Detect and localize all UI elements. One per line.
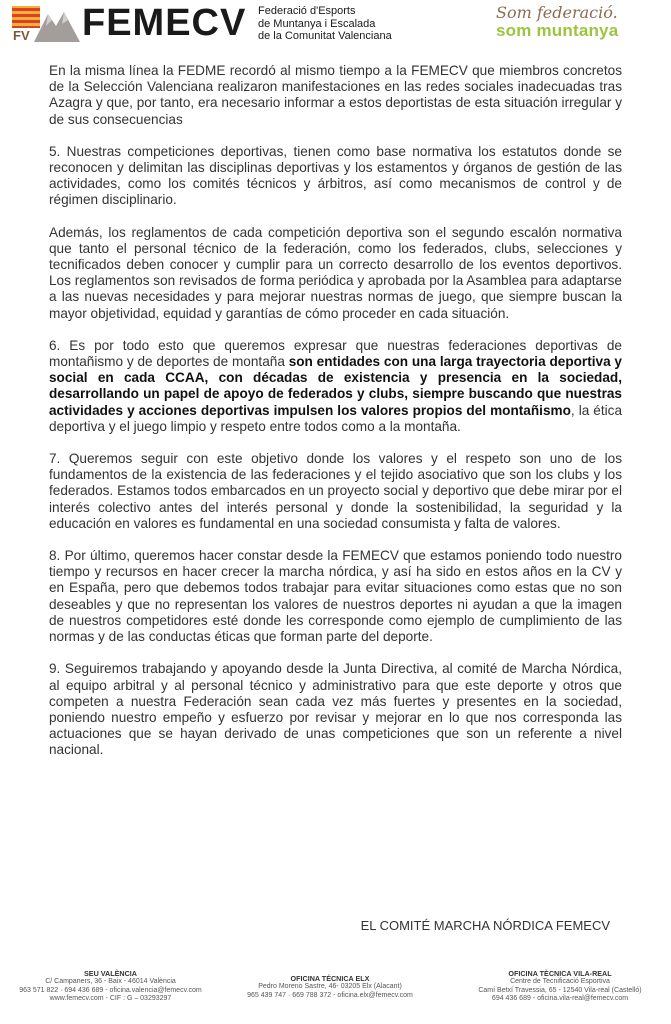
paragraph-text: , la ética deportiva y el juego limpio y respeto entre todos como a la montaña. [49, 402, 623, 434]
paragraph-bold-text: son entidades con una larga trayectoria deportiva y social en cada CCAA, con décadas de existencia y presencia en la sociedad, desarrollando un papel de apoyo de federados y clubs, siempre buscando que nuestras actividades y acciones deportivas impulsen los valores propios del montañismo [49, 354, 622, 418]
paragraph-text: 7. Queremos seguir con este objetivo donde los valores y el respeto son uno de los fundamentos de la existencia de las federaciones y el tejido asociativo que son los clubs y los federados. Estamos todos embarcados en un proyecto social y deportivo que debe mirar por el interés colectivo antes del interés personal y donde la sostenibilidad, la seguridad y la educación en valores es fundamental en una sociedad consumista y falta de valores. [49, 451, 622, 531]
office-address: C/ Campaners, 36 - Baix - 46014 València [45, 978, 176, 986]
paragraph [49, 225, 622, 322]
paragraph-text: 9. Seguiremos trabajando y apoyando desde la Junta Directiva, al comité de Marcha Nórdica, al equipo arbitral y al personal técnico y administrativo para que este deporte y otros que competen a nuestra Federación sean cada vez más fuertes y presentes en la sociedad, poniendo nuestro empeño y esfuerzo por revisar y mejorar en lo que nos corresponda las actuaciones que se hayan derivado de unas competiciones que son un referente a nivel nacional. [49, 661, 622, 758]
office-subtitle: Centre de Tecnificació Esportiva [510, 978, 610, 986]
signature: EL COMITÉ MARCHA NÓRDICA FEMECV [360, 918, 610, 933]
paragraph [49, 661, 622, 758]
paragraph-text: 6. Es por todo esto que queremos expresar que nuestras federaciones deportivas de montañismo y de deportes de montaña [49, 337, 622, 370]
logo-subtitle [258, 5, 392, 43]
paragraph-text: Además, los reglamentos de cada competición deportiva son el segundo escalón normativa que tanto el personal técnico de la federación, como los federados, clubs, selecciones y tecnificados deben conocer y cumplir para un correcto desarrollo de los eventos deportivos. Los reglamentos son revisados de forma periódica y aprobada por la Asamblea para adaptarse a las nuevas necesidades y para mejorar nuestras normas de juego, que siempre buscan la mayor objetividad, equidad y garantías de cómo proceder en cada situación. [49, 224, 622, 321]
office-contact: 963 571 822 · 694 436 689 - oficina.valencia@femecv.com [19, 986, 202, 994]
office-title: OFICINA TÉCNICA ELX [290, 974, 370, 983]
paragraph [49, 451, 622, 532]
office-valencia [8, 970, 213, 1003]
page-footer [0, 970, 671, 1020]
office-address: Camí Betxí Travessia, 65 - 12540 Vila-real (Castelló) [478, 986, 642, 994]
logo-subtitle-line: Federació d'Esports [258, 5, 356, 17]
office-address: Pedro Moreno Sastre, 46- 03205 Elx (Alacant) [258, 983, 402, 991]
document-body [49, 63, 622, 775]
office-title: OFICINA TÈCNICA VILA-REAL [508, 969, 612, 978]
slogan-line-2: som muntanya [496, 21, 619, 40]
fv-mountain-logo-icon [12, 6, 80, 42]
paragraph [49, 548, 622, 645]
office-web: www.femecv.com - CIF : G – 03293297 [49, 994, 172, 1002]
paragraph [49, 63, 622, 128]
paragraph-text: 8. Por último, queremos hacer constar desde la FEMECV que estamos poniendo todo nuestro tiempo y recursos en hacer crecer la marcha nórdica, y así ha sido en estos años en la CV y en España, pero que debemos todos trabajar para evitar situaciones como estas que no son deseables y que no representan los valores de nuestros deportes ni ayudan a que la imagen de nuestros competidores esté donde les corresponde como ejemplo de cumplimiento de las normas y de las conductas éticas que forman parte del deporte. [49, 548, 622, 645]
paragraph [49, 338, 622, 435]
logo-subtitle-line: de Muntanya i Escalada [258, 17, 376, 30]
paragraph [49, 144, 622, 209]
logo-name: FEMECV [82, 2, 247, 44]
paragraph-text: En la misma línea la FEDME recordó al mismo tiempo a la FEMECV que miembros concretos de la Selección Valenciana realizaron manifestaciones en las redes sociales inadecuadas tras Azagra y que, por tanto, era necesario informar a estos deportistas de esta situación irregular y de sus consecuencias [49, 63, 622, 127]
office-vila-real [455, 970, 665, 1003]
svg-text:FV: FV [13, 28, 30, 42]
office-contact: 965 439 747 · 669 788 372 - oficina.elx@femecv.com [247, 991, 413, 999]
paragraph-text: 5. Nuestras competiciones deportivas, tienen como base normativa los estatutos donde se reconocen y delimitan las disciplinas deportivas y los estamentos y órganos de gestión de las actividades, como los comités técnicos y árbitros, así como mecanismos de control y de régimen disciplinario. [49, 143, 622, 208]
office-elx [235, 975, 425, 1000]
office-contact: 694 436 689 - oficina.vila-real@femecv.com [491, 994, 629, 1002]
slogan-line-1: Som federació. [496, 3, 618, 22]
page-header [0, 0, 671, 50]
logo-subtitle-line: de la Comunitat Valenciana [258, 30, 392, 42]
slogan [496, 4, 636, 40]
office-title: SEU VALÈNCIA [84, 969, 137, 978]
